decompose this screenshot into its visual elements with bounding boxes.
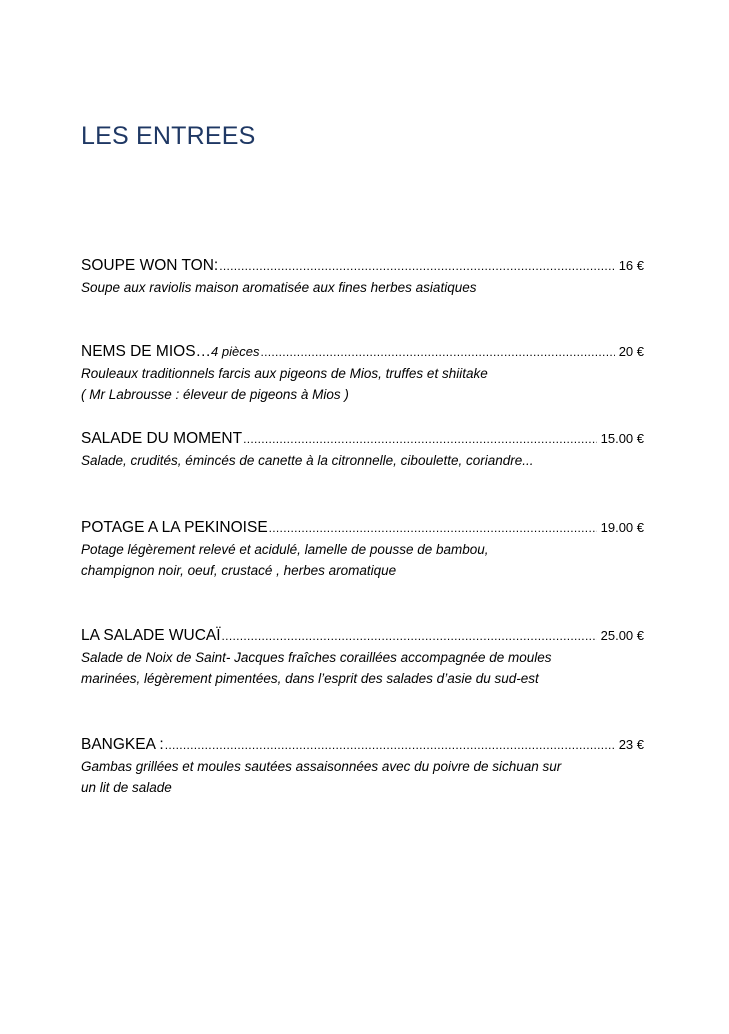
menu-item-price: 25.00 €: [600, 628, 644, 643]
description-line: Gambas grillées et moules sautées assaisonnées avec du poivre de sichuan sur: [81, 759, 562, 774]
menu-item-row: [81, 735, 644, 755]
menu-item-price: 19.00 €: [600, 520, 644, 535]
menu-item-row: [81, 518, 644, 538]
description-line: Salade, crudités, émincés de canette à la citronnelle, ciboulette, coriandre...: [81, 453, 534, 468]
menu-item-description: [81, 539, 644, 581]
menu-item-description: [81, 756, 644, 798]
description-line: Salade de Noix de Saint- Jacques fraîches coraillées accompagnée de moules: [81, 650, 552, 665]
menu-item-name: NEMS DE MIOS…: [81, 343, 212, 360]
menu-item-nems-de-mios: [81, 342, 644, 405]
dot-leader: [219, 256, 614, 276]
menu-item-description: [81, 647, 644, 689]
menu-item-row: [81, 626, 644, 646]
menu-item-price: 20 €: [618, 344, 644, 359]
menu-item-row: [81, 342, 644, 362]
menu-item-name: BANGKEA :: [81, 736, 164, 753]
menu-item-soupe-won-ton: [81, 256, 644, 298]
dot-leader: [260, 342, 614, 362]
menu-item-salade-du-moment: [81, 429, 644, 471]
menu-item-potage-a-la-pekinoise: [81, 518, 644, 581]
dot-leader: [243, 429, 597, 449]
description-line: champignon noir, oeuf, crustacé , herbes aromatique: [81, 563, 397, 578]
menu-item-description: [81, 363, 644, 405]
menu-item-row: [81, 429, 644, 449]
menu-item-name: POTAGE A LA PEKINOISE: [81, 519, 268, 536]
menu-item-bangkea: [81, 735, 644, 798]
dot-leader: [222, 626, 597, 646]
description-line: ( Mr Labrousse : éleveur de pigeons à Mios ): [81, 387, 349, 402]
page-title: LES ENTREES: [81, 122, 256, 150]
menu-item-price: 16 €: [618, 258, 644, 273]
menu-item-description: [81, 450, 644, 471]
description-line: Rouleaux traditionnels farcis aux pigeons de Mios, truffes et shiitake: [81, 366, 488, 381]
menu-item-la-salade-wucai: [81, 626, 644, 689]
dot-leader: [165, 735, 615, 755]
description-line: Soupe aux raviolis maison aromatisée aux fines herbes asiatiques: [81, 280, 477, 295]
description-line: Potage légèrement relevé et acidulé, lamelle de pousse de bambou,: [81, 542, 489, 557]
menu-item-name: LA SALADE WUCAÏ: [81, 627, 221, 644]
menu-item-name: SOUPE WON TON:: [81, 257, 219, 274]
menu-item-note: 4 pièces: [211, 344, 260, 359]
menu-item-price: 23 €: [618, 737, 644, 752]
menu-item-name: SALADE DU MOMENT: [81, 430, 243, 447]
menu-item-description: [81, 277, 644, 298]
description-line: un lit de salade: [81, 780, 172, 795]
menu-item-row: [81, 256, 644, 276]
menu-item-price: 15.00 €: [600, 431, 644, 446]
dot-leader: [269, 518, 597, 538]
description-line: marinées, légèrement pimentées, dans l’esprit des salades d’asie du sud-est: [81, 671, 539, 686]
